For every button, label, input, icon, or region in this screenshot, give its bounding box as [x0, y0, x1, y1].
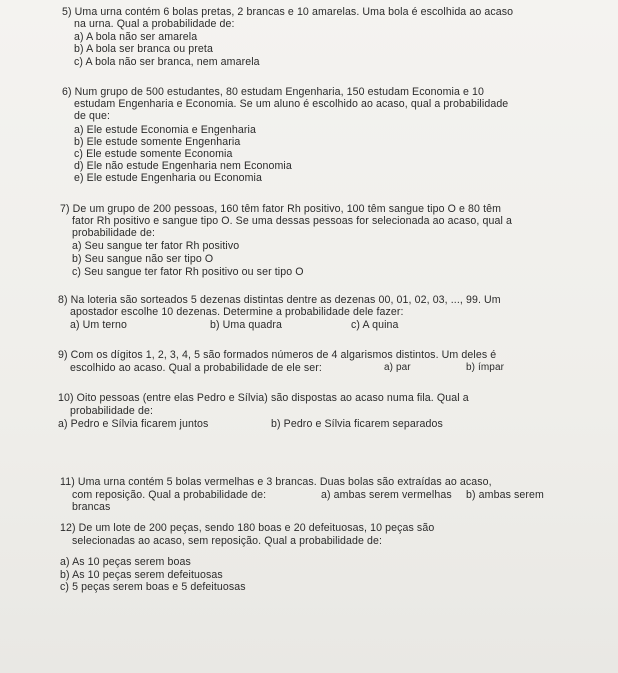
q5-option-c: c) A bola não ser branca, nem amarela	[74, 56, 260, 68]
q6-option-b: b) Ele estude somente Engenharia	[74, 136, 241, 148]
q6-option-c: c) Ele estude somente Economia	[74, 148, 233, 160]
q10-line-1: 10) Oito pessoas (entre elas Pedro e Sílvia) são dispostas ao acaso numa fila. Qual a	[58, 392, 469, 404]
q5-line-1: 5) Uma urna contém 6 bolas pretas, 2 brancas e 10 amarelas. Uma bola é escolhida ao acaso	[62, 6, 514, 18]
q6-option-d: d) Ele não estude Engenharia nem Economia	[74, 160, 292, 172]
q8-option-a: a) Um terno	[70, 319, 128, 331]
q6-option-a: a) Ele estude Economia e Engenharia	[74, 124, 256, 136]
q5-option-b: b) A bola ser branca ou preta	[74, 43, 213, 55]
q9-option-b: b) ímpar	[466, 362, 505, 373]
q10-line-2: probabilidade de:	[70, 405, 153, 417]
q7-option-b: b) Seu sangue não ser tipo O	[72, 253, 214, 265]
q9-option-a: a) par	[384, 362, 411, 373]
q12-option-a: a) As 10 peças serem boas	[60, 556, 191, 568]
q6-line-2: estudam Engenharia e Economia. Se um aluno é escolhido ao acaso, qual a probabilidade	[74, 98, 509, 110]
q10-option-a: a) Pedro e Sílvia ficarem juntos	[58, 418, 209, 430]
q12-option-c: c) 5 peças serem boas e 5 defeituosas	[60, 581, 246, 593]
q5-option-a: a) A bola não ser amarela	[74, 31, 198, 43]
q9-line-1: 9) Com os dígitos 1, 2, 3, 4, 5 são formados números de 4 algarismos distintos. Um deles é	[58, 349, 497, 361]
q11-line-2: com reposição. Qual a probabilidade de:	[72, 489, 267, 501]
q7-line-1: 7) De um grupo de 200 pessoas, 160 têm fator Rh positivo, 100 têm sangue tipo O e 80 têm	[60, 203, 502, 215]
q12-line-1: 12) De um lote de 200 peças, sendo 180 boas e 20 defeituosas, 10 peças são	[60, 522, 435, 534]
q6-option-e: e) Ele estude Engenharia ou Economia	[74, 172, 262, 184]
q7-option-a: a) Seu sangue ter fator Rh positivo	[72, 240, 240, 252]
q11-option-a: a) ambas serem vermelhas	[321, 489, 452, 501]
q8-line-2: apostador escolhe 10 dezenas. Determine a probabilidade dele fazer:	[70, 306, 404, 318]
q9-line-2: escolhido ao acaso. Qual a probabilidade de ele ser:	[70, 362, 322, 374]
q8-option-c: c) A quina	[351, 319, 399, 331]
q5-line-2: na urna. Qual a probabilidade de:	[74, 18, 235, 30]
q7-line-3: probabilidade de:	[72, 227, 155, 239]
q7-line-2: fator Rh positivo e sangue tipo O. Se uma dessas pessoas for selecionada ao acaso, qual a	[72, 215, 512, 227]
q10-option-b: b) Pedro e Sílvia ficarem separados	[271, 418, 443, 430]
q11-line-3: brancas	[72, 501, 111, 513]
q6-line-1: 6) Num grupo de 500 estudantes, 80 estudam Engenharia, 150 estudam Economia e 10	[62, 86, 485, 98]
q6-line-3: de que:	[74, 110, 111, 122]
q7-option-c: c) Seu sangue ter fator Rh positivo ou ser tipo O	[72, 266, 304, 278]
q11-line-1: 11) Uma urna contém 5 bolas vermelhas e 3 brancas. Duas bolas são extraídas ao acaso,	[60, 476, 492, 488]
q8-line-1: 8) Na loteria são sorteados 5 dezenas distintas dentre as dezenas 00, 01, 02, 03, ..., 99. Um	[58, 294, 501, 306]
q11-option-b: b) ambas serem	[466, 489, 544, 501]
q8-option-b: b) Uma quadra	[210, 319, 282, 331]
q12-line-2: selecionadas ao acaso, sem reposição. Qual a probabilidade de:	[72, 535, 383, 547]
q12-option-b: b) As 10 peças serem defeituosas	[60, 569, 223, 581]
